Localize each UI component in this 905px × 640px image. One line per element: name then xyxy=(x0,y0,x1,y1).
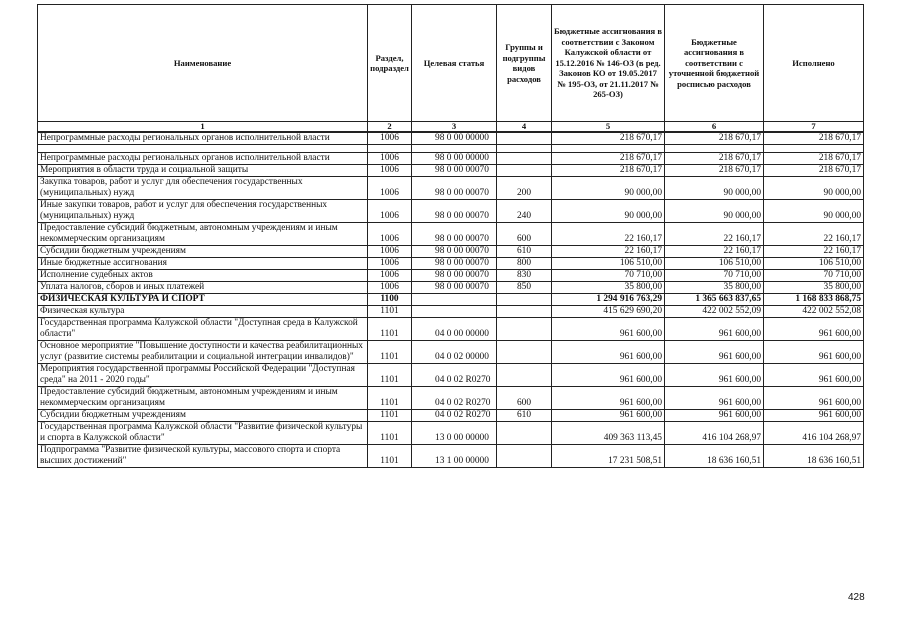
table-row xyxy=(38,246,864,258)
row-section: 1006 xyxy=(368,282,412,294)
row-law-amount: 218 670,17 xyxy=(552,165,665,177)
row-executed-amount: 961 600,00 xyxy=(764,387,864,410)
header-executed: Исполнено xyxy=(764,5,864,122)
row-name: Мероприятия государственной программы Российской Федерации "Доступная среда" на 2011 - 2020 годы" xyxy=(38,364,368,387)
table-row xyxy=(38,318,864,341)
row-refined-amount: 90 000,00 xyxy=(665,200,764,223)
column-number: 1 xyxy=(38,122,368,133)
row-law-amount: 106 510,00 xyxy=(552,258,665,270)
row-name: Мероприятия в области труда и социальной защиты xyxy=(38,165,368,177)
table-row xyxy=(38,387,864,410)
row-section: 1006 xyxy=(368,270,412,282)
row-name: Государственная программа Калужской области "Доступная среда в Калужской области" xyxy=(38,318,368,341)
row-name: Основное мероприятие "Повышение доступности и качества реабилитационных услуг (развитие системы реабилитации и социальной интеграции инвалидов)" xyxy=(38,341,368,364)
table-row xyxy=(38,223,864,246)
row-target: 98 0 00 00070 xyxy=(412,270,497,282)
row-executed-amount: 90 000,00 xyxy=(764,177,864,200)
row-refined-amount: 218 670,17 xyxy=(665,153,764,165)
row-name: Исполнение судебных актов xyxy=(38,270,368,282)
row-refined-amount: 961 600,00 xyxy=(665,341,764,364)
row-name: Предоставление субсидий бюджетным, автономным учреждениям и иным некоммерческим организациям xyxy=(38,223,368,246)
row-section: 1101 xyxy=(368,445,412,468)
row-section: 1006 xyxy=(368,258,412,270)
row-section: 1101 xyxy=(368,410,412,422)
spacer-cell xyxy=(665,145,764,153)
row-refined-amount: 961 600,00 xyxy=(665,387,764,410)
column-number: 2 xyxy=(368,122,412,133)
row-executed-amount: 18 636 160,51 xyxy=(764,445,864,468)
row-section: 1006 xyxy=(368,223,412,246)
row-section: 1101 xyxy=(368,341,412,364)
header-target: Целевая статья xyxy=(412,5,497,122)
row-executed-amount: 218 670,17 xyxy=(764,132,864,145)
row-executed-amount: 106 510,00 xyxy=(764,258,864,270)
table-row xyxy=(38,153,864,165)
row-target: 98 0 00 00000 xyxy=(412,132,497,145)
header-name: Наименование xyxy=(38,5,368,122)
row-target: 98 0 00 00070 xyxy=(412,258,497,270)
spacer-cell xyxy=(38,145,368,153)
column-number: 4 xyxy=(497,122,552,133)
row-refined-amount: 18 636 160,51 xyxy=(665,445,764,468)
row-section: 1101 xyxy=(368,318,412,341)
row-law-amount: 415 629 690,20 xyxy=(552,306,665,318)
row-name: Непрограммные расходы региональных органов исполнительной власти xyxy=(38,132,368,145)
spacer-row xyxy=(38,145,864,153)
row-group xyxy=(497,422,552,445)
row-target: 98 0 00 00070 xyxy=(412,282,497,294)
row-group xyxy=(497,445,552,468)
row-name: ФИЗИЧЕСКАЯ КУЛЬТУРА И СПОРТ xyxy=(38,294,368,306)
table-row xyxy=(38,422,864,445)
row-law-amount: 22 160,17 xyxy=(552,223,665,246)
row-executed-amount: 1 168 833 868,75 xyxy=(764,294,864,306)
row-executed-amount: 70 710,00 xyxy=(764,270,864,282)
row-section: 1101 xyxy=(368,387,412,410)
row-group: 610 xyxy=(497,246,552,258)
row-law-amount: 35 800,00 xyxy=(552,282,665,294)
row-group xyxy=(497,153,552,165)
row-executed-amount: 961 600,00 xyxy=(764,410,864,422)
table-body xyxy=(38,132,864,468)
header-section: Раздел, подраздел xyxy=(368,5,412,122)
row-law-amount: 22 160,17 xyxy=(552,246,665,258)
row-target: 98 0 00 00070 xyxy=(412,200,497,223)
row-section: 1006 xyxy=(368,153,412,165)
row-target xyxy=(412,306,497,318)
row-executed-amount: 22 160,17 xyxy=(764,246,864,258)
row-law-amount: 218 670,17 xyxy=(552,153,665,165)
row-section: 1101 xyxy=(368,422,412,445)
column-number: 7 xyxy=(764,122,864,133)
spacer-cell xyxy=(552,145,665,153)
row-section: 1006 xyxy=(368,177,412,200)
row-refined-amount: 22 160,17 xyxy=(665,246,764,258)
row-refined-amount: 422 002 552,09 xyxy=(665,306,764,318)
row-target: 13 1 00 00000 xyxy=(412,445,497,468)
row-target: 04 0 02 R0270 xyxy=(412,410,497,422)
row-group xyxy=(497,294,552,306)
row-section: 1101 xyxy=(368,364,412,387)
budget-sheet xyxy=(37,4,863,468)
spacer-cell xyxy=(368,145,412,153)
header-groups: Группы и подгруппы видов расходов xyxy=(497,5,552,122)
row-group xyxy=(497,306,552,318)
row-section: 1100 xyxy=(368,294,412,306)
row-target: 04 0 00 00000 xyxy=(412,318,497,341)
table-row xyxy=(38,177,864,200)
row-executed-amount: 961 600,00 xyxy=(764,364,864,387)
row-target: 04 0 02 R0270 xyxy=(412,387,497,410)
table-row xyxy=(38,410,864,422)
row-refined-amount: 218 670,17 xyxy=(665,165,764,177)
row-name: Субсидии бюджетным учреждениям xyxy=(38,246,368,258)
column-number: 5 xyxy=(552,122,665,133)
row-group: 600 xyxy=(497,387,552,410)
row-executed-amount: 422 002 552,08 xyxy=(764,306,864,318)
table-row xyxy=(38,364,864,387)
row-name: Государственная программа Калужской области "Развитие физической культуры и спорта в Калужской области" xyxy=(38,422,368,445)
row-target: 98 0 00 00070 xyxy=(412,246,497,258)
row-name: Иные бюджетные ассигнования xyxy=(38,258,368,270)
row-target: 98 0 00 00070 xyxy=(412,177,497,200)
row-target xyxy=(412,294,497,306)
row-name: Непрограммные расходы региональных органов исполнительной власти xyxy=(38,153,368,165)
page-number: 428 xyxy=(848,592,865,603)
row-group: 850 xyxy=(497,282,552,294)
row-section: 1006 xyxy=(368,246,412,258)
row-law-amount: 961 600,00 xyxy=(552,364,665,387)
row-refined-amount: 961 600,00 xyxy=(665,410,764,422)
table-row xyxy=(38,294,864,306)
header-refined-allocations: Бюджетные ассигнования в соответствии с уточненной бюджетной росписью расходов xyxy=(665,5,764,122)
row-section: 1006 xyxy=(368,165,412,177)
row-refined-amount: 35 800,00 xyxy=(665,282,764,294)
row-group xyxy=(497,341,552,364)
row-refined-amount: 106 510,00 xyxy=(665,258,764,270)
row-executed-amount: 961 600,00 xyxy=(764,318,864,341)
row-name: Предоставление субсидий бюджетным, автономным учреждениям и иным некоммерческим организациям xyxy=(38,387,368,410)
row-name: Иные закупки товаров, работ и услуг для обеспечения государственных (муниципальных) нужд xyxy=(38,200,368,223)
row-law-amount: 70 710,00 xyxy=(552,270,665,282)
table-row xyxy=(38,341,864,364)
row-law-amount: 90 000,00 xyxy=(552,200,665,223)
table-row xyxy=(38,270,864,282)
row-target: 98 0 00 00000 xyxy=(412,153,497,165)
row-executed-amount: 961 600,00 xyxy=(764,341,864,364)
row-target: 13 0 00 00000 xyxy=(412,422,497,445)
row-group xyxy=(497,165,552,177)
row-refined-amount: 961 600,00 xyxy=(665,318,764,341)
row-name: Физическая культура xyxy=(38,306,368,318)
column-number-row xyxy=(38,122,864,133)
row-executed-amount: 416 104 268,97 xyxy=(764,422,864,445)
row-refined-amount: 1 365 663 837,65 xyxy=(665,294,764,306)
row-refined-amount: 218 670,17 xyxy=(665,132,764,145)
row-law-amount: 961 600,00 xyxy=(552,341,665,364)
row-group: 200 xyxy=(497,177,552,200)
row-target: 04 0 02 R0270 xyxy=(412,364,497,387)
row-name: Уплата налогов, сборов и иных платежей xyxy=(38,282,368,294)
table-row xyxy=(38,258,864,270)
table-row xyxy=(38,306,864,318)
budget-table xyxy=(37,4,864,468)
row-group xyxy=(497,132,552,145)
row-section: 1006 xyxy=(368,132,412,145)
table-row xyxy=(38,445,864,468)
row-name: Закупка товаров, работ и услуг для обеспечения государственных (муниципальных) нужд xyxy=(38,177,368,200)
row-target: 98 0 00 00070 xyxy=(412,165,497,177)
row-executed-amount: 22 160,17 xyxy=(764,223,864,246)
spacer-cell xyxy=(497,145,552,153)
row-name: Субсидии бюджетным учреждениям xyxy=(38,410,368,422)
header-law-allocations: Бюджетные ассигнования в соответствии с Законом Калужской области от 15.12.2016 № 146-ОЗ (в ред. Законов КО от 19.05.2017 № 195-ОЗ, от 21.11.2017 № 265-ОЗ) xyxy=(552,5,665,122)
table-row xyxy=(38,165,864,177)
row-target: 04 0 02 00000 xyxy=(412,341,497,364)
spacer-cell xyxy=(412,145,497,153)
row-group: 240 xyxy=(497,200,552,223)
row-executed-amount: 90 000,00 xyxy=(764,200,864,223)
column-number: 6 xyxy=(665,122,764,133)
header-row xyxy=(38,5,864,122)
row-refined-amount: 416 104 268,97 xyxy=(665,422,764,445)
table-row xyxy=(38,132,864,145)
row-group: 600 xyxy=(497,223,552,246)
row-executed-amount: 218 670,17 xyxy=(764,165,864,177)
table-row xyxy=(38,282,864,294)
row-group xyxy=(497,318,552,341)
row-law-amount: 409 363 113,45 xyxy=(552,422,665,445)
row-law-amount: 1 294 916 763,29 xyxy=(552,294,665,306)
row-section: 1006 xyxy=(368,200,412,223)
row-section: 1101 xyxy=(368,306,412,318)
row-refined-amount: 70 710,00 xyxy=(665,270,764,282)
row-executed-amount: 218 670,17 xyxy=(764,153,864,165)
row-law-amount: 961 600,00 xyxy=(552,410,665,422)
row-refined-amount: 22 160,17 xyxy=(665,223,764,246)
row-group: 830 xyxy=(497,270,552,282)
row-group: 800 xyxy=(497,258,552,270)
row-refined-amount: 90 000,00 xyxy=(665,177,764,200)
row-executed-amount: 35 800,00 xyxy=(764,282,864,294)
row-law-amount: 961 600,00 xyxy=(552,387,665,410)
spacer-cell xyxy=(764,145,864,153)
table-row xyxy=(38,200,864,223)
column-number: 3 xyxy=(412,122,497,133)
row-refined-amount: 961 600,00 xyxy=(665,364,764,387)
row-law-amount: 218 670,17 xyxy=(552,132,665,145)
row-name: Подпрограмма "Развитие физической культуры, массового спорта и спорта высших достижений" xyxy=(38,445,368,468)
row-group xyxy=(497,364,552,387)
row-law-amount: 90 000,00 xyxy=(552,177,665,200)
row-target: 98 0 00 00070 xyxy=(412,223,497,246)
row-group: 610 xyxy=(497,410,552,422)
row-law-amount: 961 600,00 xyxy=(552,318,665,341)
row-law-amount: 17 231 508,51 xyxy=(552,445,665,468)
